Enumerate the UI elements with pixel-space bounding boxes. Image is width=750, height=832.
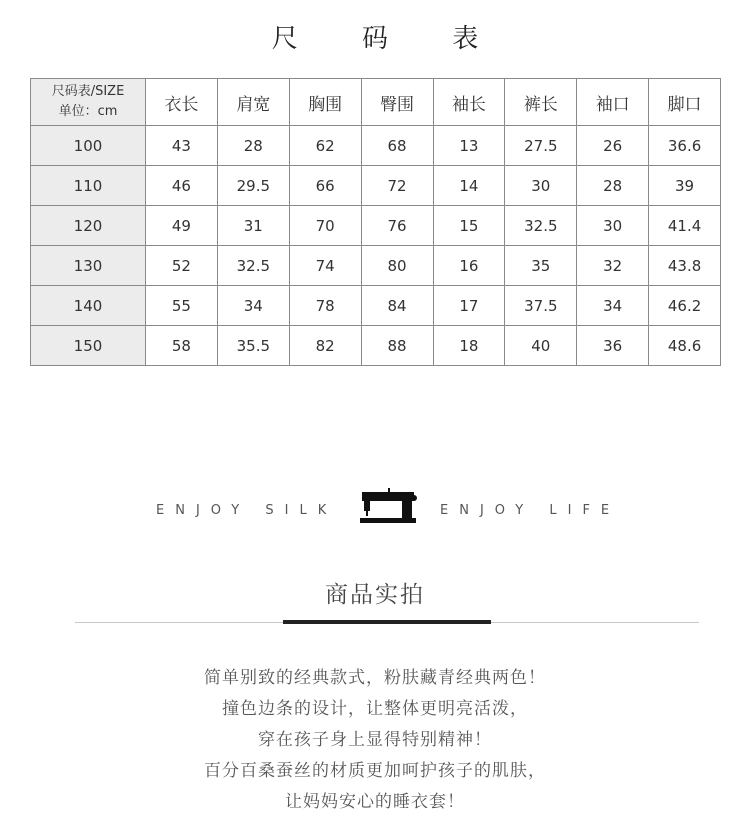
size-header-label: 尺码表/SIZE xyxy=(51,84,125,99)
measurement-cell: 37.5 xyxy=(505,286,577,326)
column-header: 裤长 xyxy=(505,79,577,126)
measurement-cell: 82 xyxy=(289,326,361,366)
size-unit-header xyxy=(31,79,146,126)
measurement-cell: 49 xyxy=(146,206,218,246)
measurement-cell: 80 xyxy=(361,246,433,286)
table-row xyxy=(31,206,721,246)
measurement-cell: 26 xyxy=(577,126,649,166)
measurement-cell: 36.6 xyxy=(649,126,721,166)
measurement-cell: 48.6 xyxy=(649,326,721,366)
column-header: 袖口 xyxy=(577,79,649,126)
description-line: 让妈妈安心的睡衣套！ xyxy=(285,792,465,812)
size-cell: 120 xyxy=(31,206,146,246)
measurement-cell: 68 xyxy=(361,126,433,166)
table-row xyxy=(31,246,721,286)
measurement-cell: 62 xyxy=(289,126,361,166)
measurement-cell: 70 xyxy=(289,206,361,246)
column-header: 袖长 xyxy=(433,79,505,126)
unit-label: 单位：cm xyxy=(58,104,118,119)
measurement-cell: 36 xyxy=(577,326,649,366)
description-line: 撞色边条的设计，让整体更明亮活泼， xyxy=(222,699,528,719)
table-row xyxy=(31,286,721,326)
measurement-cell: 76 xyxy=(361,206,433,246)
measurement-cell: 74 xyxy=(289,246,361,286)
size-cell: 150 xyxy=(31,326,146,366)
size-cell: 100 xyxy=(31,126,146,166)
measurement-cell: 66 xyxy=(289,166,361,206)
measurement-cell: 32.5 xyxy=(217,246,289,286)
measurement-cell: 46.2 xyxy=(649,286,721,326)
section-title: 商品实拍 xyxy=(325,582,425,608)
description-line: 百分百桑蚕丝的材质更加呵护孩子的肌肤， xyxy=(204,761,546,781)
size-table-body xyxy=(31,126,721,366)
measurement-cell: 30 xyxy=(577,206,649,246)
measurement-cell: 34 xyxy=(577,286,649,326)
size-cell: 140 xyxy=(31,286,146,326)
column-header: 衣长 xyxy=(146,79,218,126)
enjoy-silk-text: ENJOY SILK xyxy=(156,503,338,518)
measurement-cell: 46 xyxy=(146,166,218,206)
page-title: 尺 码 表 xyxy=(271,24,507,54)
measurement-cell: 78 xyxy=(289,286,361,326)
size-table xyxy=(30,78,721,366)
measurement-cell: 18 xyxy=(433,326,505,366)
measurement-cell: 40 xyxy=(505,326,577,366)
column-header: 胸围 xyxy=(289,79,361,126)
measurement-cell: 58 xyxy=(146,326,218,366)
measurement-cell: 32 xyxy=(577,246,649,286)
description-block xyxy=(0,664,750,819)
measurement-cell: 30 xyxy=(505,166,577,206)
measurement-cell: 28 xyxy=(577,166,649,206)
table-header-row xyxy=(31,79,721,126)
measurement-cell: 43.8 xyxy=(649,246,721,286)
table-row xyxy=(31,326,721,366)
measurement-cell: 72 xyxy=(361,166,433,206)
measurement-cell: 15 xyxy=(433,206,505,246)
sewing-machine-icon xyxy=(358,486,418,526)
measurement-cell: 32.5 xyxy=(505,206,577,246)
size-cell: 110 xyxy=(31,166,146,206)
measurement-cell: 14 xyxy=(433,166,505,206)
table-row xyxy=(31,166,721,206)
column-header: 脚口 xyxy=(649,79,721,126)
measurement-cell: 84 xyxy=(361,286,433,326)
measurement-cell: 88 xyxy=(361,326,433,366)
measurement-cell: 16 xyxy=(433,246,505,286)
measurement-cell: 39 xyxy=(649,166,721,206)
measurement-cell: 29.5 xyxy=(217,166,289,206)
table-row xyxy=(31,126,721,166)
divider-accent xyxy=(283,620,491,624)
measurement-cell: 55 xyxy=(146,286,218,326)
enjoy-life-text: ENJOY LIFE xyxy=(440,503,621,518)
measurement-cell: 35.5 xyxy=(217,326,289,366)
description-line: 简单别致的经典款式，粉肤藏青经典两色！ xyxy=(204,668,546,688)
measurement-cell: 34 xyxy=(217,286,289,326)
measurement-cell: 17 xyxy=(433,286,505,326)
measurement-cell: 28 xyxy=(217,126,289,166)
measurement-cell: 41.4 xyxy=(649,206,721,246)
column-header: 臀围 xyxy=(361,79,433,126)
column-header: 肩宽 xyxy=(217,79,289,126)
size-cell: 130 xyxy=(31,246,146,286)
description-line: 穿在孩子身上显得特别精神！ xyxy=(258,730,492,750)
measurement-cell: 43 xyxy=(146,126,218,166)
measurement-cell: 52 xyxy=(146,246,218,286)
measurement-cell: 27.5 xyxy=(505,126,577,166)
measurement-cell: 35 xyxy=(505,246,577,286)
measurement-cell: 31 xyxy=(217,206,289,246)
measurement-cell: 13 xyxy=(433,126,505,166)
